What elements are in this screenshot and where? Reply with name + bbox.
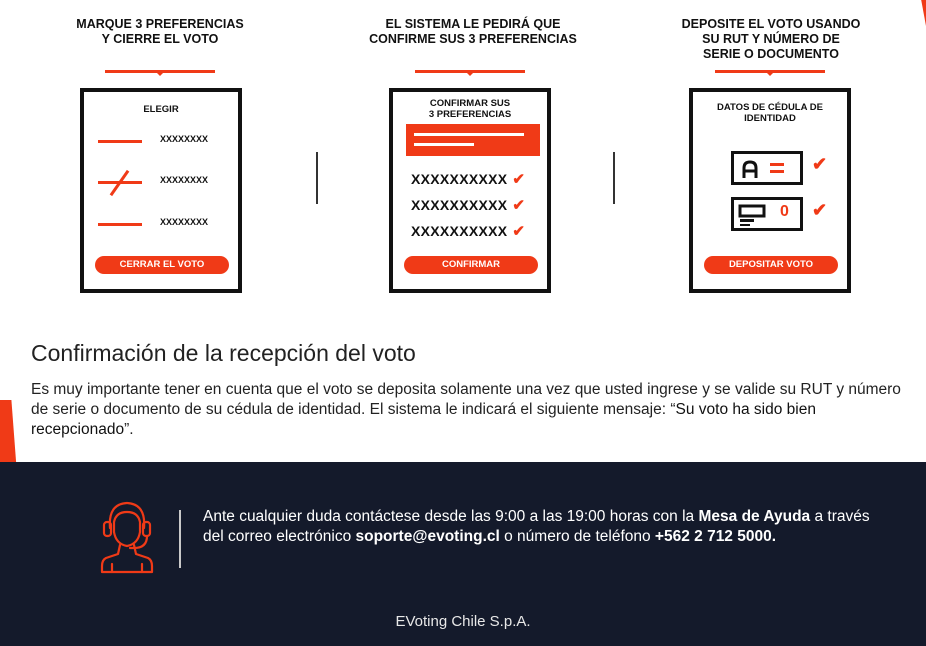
confirm-row [411, 170, 525, 188]
step-3 [651, 0, 891, 62]
support-agent-icon [98, 498, 156, 574]
section-paragraph [31, 380, 911, 440]
step-divider [613, 152, 615, 204]
option-row[interactable] [98, 130, 228, 152]
contact-text-part: o número de teléfono [499, 528, 655, 545]
highlight-line [414, 133, 524, 136]
option-dash [98, 140, 142, 143]
step-3-phone [689, 88, 851, 293]
confirmar-label [393, 98, 547, 120]
cedula-label-line1: DATOS DE CÉDULA DE [717, 102, 823, 113]
step-2-underline [415, 70, 525, 73]
contact-text-part: a través del correo electrónico [203, 508, 870, 545]
option-text: XXXXXXXX [160, 134, 209, 144]
decorative-edge-right [918, 0, 926, 26]
step-3-title-line1: DEPOSITE EL VOTO USANDO [681, 17, 861, 31]
paragraph-end: ”. [124, 421, 134, 438]
document-card-icon [731, 197, 803, 231]
check-icon: ✔ [512, 223, 526, 240]
step-1-underline [105, 70, 215, 73]
document-card-glyph [734, 200, 800, 228]
support-phone: +562 2 712 5000. [654, 528, 777, 545]
confirm-text: XXXXXXXXXX [411, 223, 508, 239]
check-icon: ✔ [512, 171, 526, 188]
contact-text [203, 507, 883, 547]
step-1-title-line2: Y CIERRE EL VOTO [101, 32, 219, 46]
option-dash [98, 223, 142, 226]
footer-divider [179, 510, 181, 568]
check-icon: ✔ [812, 154, 828, 174]
cedula-label-line2: IDENTIDAD [744, 113, 796, 124]
step-2 [353, 0, 593, 47]
highlight-line [414, 143, 474, 146]
step-2-title [353, 0, 593, 47]
step-3-title-line3: SERIE O DOCUMENTO [703, 47, 839, 61]
check-icon: ✔ [512, 197, 526, 214]
step-1-title-line1: MARQUE 3 PREFERENCIAS [76, 17, 244, 31]
confirmar-label-line1: CONFIRMAR SUS [429, 98, 511, 109]
option-row[interactable] [98, 213, 228, 235]
step-2-title-line2: CONFIRME SUS 3 PREFERENCIAS [369, 32, 577, 46]
support-email-link[interactable]: soporte@evoting.cl [355, 528, 500, 545]
depositar-voto-button[interactable]: DEPOSITAR VOTO [704, 256, 838, 274]
step-3-title-line2: SU RUT Y NÚMERO DE [702, 32, 840, 46]
confirmar-label-line2: 3 PREFERENCIAS [428, 109, 512, 120]
confirm-text: XXXXXXXXXX [411, 171, 508, 187]
option-text: XXXXXXXX [160, 175, 209, 185]
paragraph-text: Es muy importante tener en cuenta que el voto se deposita solamente una vez que usted ingrese y se valide su RUT y número de serie o documento de su cédula de identidad. El sistema le indicará el siguiente mensaje: “ [31, 381, 901, 418]
confirm-text: XXXXXXXXXX [411, 197, 508, 213]
contact-text-part: Ante cualquier duda contáctese desde las 9:00 a las 19:00 horas con la [203, 508, 699, 525]
elegir-label: ELEGIR [143, 104, 179, 115]
card-digit: 0 [780, 203, 789, 220]
option-text: XXXXXXXX [160, 217, 209, 227]
step-2-title-line1: EL SISTEMA LE PEDIRÁ QUE [385, 17, 561, 31]
confirm-row [411, 196, 525, 214]
step-2-phone [389, 88, 551, 293]
confirm-row [411, 222, 525, 240]
paragraph-quote: Su voto ha sido bien recepcionado [31, 401, 816, 438]
section-heading: Confirmación de la recepción del voto [31, 340, 416, 366]
step-3-title [651, 0, 891, 62]
company-name: EVoting Chile S.p.A. [395, 613, 531, 630]
check-icon: ✔ [812, 200, 828, 220]
cerrar-voto-button[interactable]: CERRAR EL VOTO [95, 256, 229, 274]
cedula-label [693, 102, 847, 124]
id-card-icon [731, 151, 803, 185]
step-divider [316, 152, 318, 204]
step-3-underline [715, 70, 825, 73]
help-desk-label: Mesa de Ayuda [698, 508, 811, 525]
step-1-phone [80, 88, 242, 293]
option-row-selected[interactable] [98, 171, 228, 193]
step-1 [40, 0, 280, 47]
highlight-box [406, 124, 540, 156]
confirmar-button[interactable]: CONFIRMAR [404, 256, 538, 274]
step-1-title [40, 0, 280, 47]
id-card-glyph [734, 154, 800, 182]
